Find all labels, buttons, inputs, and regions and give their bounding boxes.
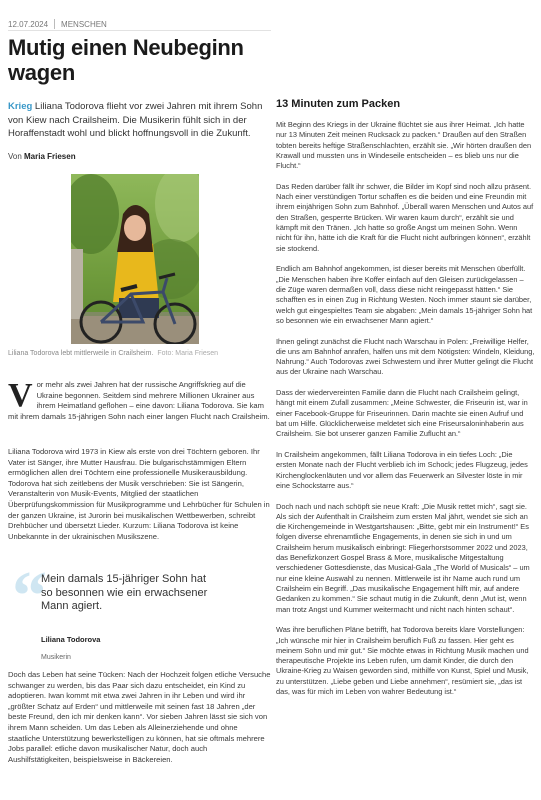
biography-paragraph: Liliana Todorova wird 1973 in Kiew als erste von drei Töchtern geboren. Ihr Vater ist Sänger, ihre Mutter Hausfrau. Die bulgarischstämmigen Eltern ermöglichen allen drei Töchtern eine professionelle Musikerausbildung. Todorova hat sich zeitlebens der Musik verschrieben: Sie ist Sängerin, Veranstalterin von Musik-Events, Mitglied der staatlichen Überprüfungskommission für Musikprogramme und Lehrbücher für Schulen in der ganzen Ukraine, ist Jurorin bei musikalischen Wettbewerben, schreibt Drehbücher und übersetzt Lieder. Kurzum: Liliana Todorova ist keine Unbekannte in der ukrainischen Musikszene. [8,447,270,541]
byline [8,152,76,161]
article-lead [8,100,271,141]
article-photo [71,174,199,344]
body-paragraph: Doch nach und nach schöpft sie neue Kraft: „Die Musik rettet mich“, sagt sie. Als sich der Aufenthalt in Crailsheim zum ersten Mal jährt, wendet sie sich an die Kirchengemeinde in Westgartshausen: „Bitte, gebt mir ein Instrument!“ Es folgen diverse ehrenamtliche Engagements, in denen sie sich in und um Crailsheim herum musikalisch einbringt: Fliegerhorstsommer 2022 und 2023, das Benefizkonzert Gospel Brass & More, musikalische Mitgestaltung verschiedener Gottesdienste, das Musical-Gala „The World of Musicals“ – um nur eine kleine Auswahl zu nennen. Mittlerweile ist ihr Name auch rund um Crailsheim ein Begriff. „Das musikalische Engagement hilft mir, auf andere Gedanken zu kommen.“ Sie schaut mutig in die Zukunft, denn „Mut ist, wenn man trotz Angst und Kummer weitermacht und nicht nach hinten schaut“. [276,501,530,614]
article-meta [8,19,107,29]
body-paragraph: Was ihre beruflichen Pläne betrifft, hat Todorova bereits klare Vorstellungen: „Ich wünsche mir hier in Crailsheim beruflich Fuß zu fassen. Hier geht es meinem Sohn und mir gut.“ Sie möchte etwas in Richtung Musik machen und therapeutische Projekte ins Leben rufen, um damit Kinder, die durch den Ukraine-Krieg zu Waisen geworden sind, mithilfe von Kunst, Spiel und Musik, zu unterstützen. „Liebe geben und Liebe annehmen“, resümiert sie, „das ist das, was für mich im Leben von wahrer Bedeutung ist.“ [276,625,529,696]
quote-text: Mein damals 15-jähriger Sohn hat so besonnen wie ein erwachsener Mann agiert. [41,573,208,612]
byline-prefix: Von [8,152,25,161]
publish-date: 12.07.2024 [8,19,49,29]
lead-keyword: Krieg [8,101,33,112]
body-paragraph: Dass der wiedervereinten Familie dann die Flucht nach Crailsheim gelingt, hängt mit einem Zufall zusammen: „Meine Schwester, die Friseurin ist, war in einer Facebook-Gruppe für Friseurinnen. Darin machte sie einen Aufruf und bat um Hilfe. Glücklicherweise meldetet sich eine Friseursaloninhaberin aus Crailsheim. Sie bot unserer ganzen Familie Zuflucht an.“ [276,388,528,439]
category-link[interactable]: MENSCHEN [61,19,107,29]
lead-text: Liliana Todorova flieht vor zwei Jahren mit ihrem Sohn von Kiew nach Crailsheim. Die Musikerin fühlt sich in der Horaffenstadt wohl und blickt hoffnungsvoll in die Zukunft. [8,101,263,139]
intro-text: or mehr als zwei Jahren hat der russische Angriffskrieg auf die Ukraine begonnen. Seitdem sind mehrere Millionen Ukrainer aus ihrem Heimatland geflohen – eine davon: Liliana Todorova. Sie kam mit ihrem damals 15-jährigen Sohn nach einer langen Flucht nach Crailsheim. [8,380,270,421]
body-paragraph: In Crailsheim angekommen, fällt Liliana Todorova in ein tiefes Loch: „Die ersten Monate nach der Flucht verblieb ich im Schock; jedes Flugzeug, jedes Kirchenglockenläuten und vor allem das Feuerwerk an Silvester löste in mir eine Schockstarre aus.“ [276,449,528,490]
subheading: 13 Minuten zum Packen [276,98,401,110]
meta-rule [8,30,271,31]
quote-role: Musikerin [41,654,71,661]
byline-author: Maria Friesen [24,152,76,161]
intro-paragraph [8,377,271,422]
photo-caption [8,350,218,357]
body-paragraph: Endlich am Bahnhof angekommen, ist dieser bereits mit Menschen überfüllt. „Die Menschen haben ihre Koffer einfach auf den Gleisen zurückgelassen – die Züge waren dermaßen voll, dass diese nicht reingepasst hätten.“ Sie schafften es in einen Zug in Richtung Westen. Noch immer staunt sie darüber, welch gut eingespieltes Team sie abgaben: „Mein damals 15-jähriger Sohn hat so besonnen wie ein erwachsener Mann agiert.“ [276,264,533,325]
quote-author: Liliana Todorova [41,635,101,644]
body-paragraph: Mit Beginn des Kriegs in der Ukraine flüchtet sie aus ihrer Heimat. „Ich hatte nur 13 Minuten Zeit meinen Rucksack zu packen.“ Draußen auf den Straßen tobten bereits heftige Straßenschlachten, erzählt sie. „Wir hörten draußen den Krawall und mussten uns in Windeseile entscheiden – es blieb uns nur die Flucht.“ [276,120,532,171]
meta-divider [54,19,55,29]
drop-cap: V [8,377,33,414]
pull-quote [8,558,271,665]
caption-text: Liliana Todorova lebt mittlerweile in Crailsheim. [8,350,154,357]
body-paragraph: Das Reden darüber fällt ihr schwer, die Bilder im Kopf sind noch allzu präsent. Nach einer verstündigen Tortur schaffen es die beiden und eine Freundin mit ihrem einjährigen Sohn zum Bahnhof. „Überall waren Menschen und Autos auf den Straßen, gesperrte Brücken. Wir waren kaum durch“, erzählt sie und kämpft mit den Tränen. „Ich hatte so große Angst um meinen Sohn. Wenn nicht für ihn, hätte ich die Kraft für die Flucht nicht aufbringen können“, erzählt sie stockend. [276,181,534,253]
photo-woman-with-bicycle [71,174,199,344]
article-headline: Mutig einen Neubeginn wagen [8,35,244,85]
life-paragraph: Doch das Leben hat seine Tücken: Nach der Hochzeit folgen etliche Versuche schwanger zu werden, bis das Paar sich dazu entscheidet, ein Kind zu adoptieren. Iwan kommt mit etwa zwei Jahren in ihr Leben und wird ihr „größter Schatz auf Erden“ und mittlerweile mit seinen fast 18 Jahren „der beste Freund, den ich mir denken kann“. Vor sieben Jahren lässt sie sich von ihrem Mann scheiden. Um das Leben als Alleinerziehende und ohne staatliche Unterstützung bewerkstelligen zu können, hat sie oftmals mehrere Jobs parallel: etliche davon musikalischer Natur, doch auch Aushilfstätigkeiten, beispielsweise in Bäckereien. [8,670,271,764]
photo-credit: Foto: Maria Friesen [157,350,219,357]
quote-mark-icon: “ [12,558,47,635]
body-paragraph: Ihnen gelingt zunächst die Flucht nach Warschau in Polen: „Freiwillige Helfer, die uns am Bahnhof anrafen, halfen uns mit dem Nötigsten: Windeln, Kleidung, Nahrung.“ Auch Todorovas zwei Schwestern und ihrer Mutter gelingt die Flucht aus der Ukraine nach Warschau. [276,336,535,377]
right-column [276,98,535,708]
